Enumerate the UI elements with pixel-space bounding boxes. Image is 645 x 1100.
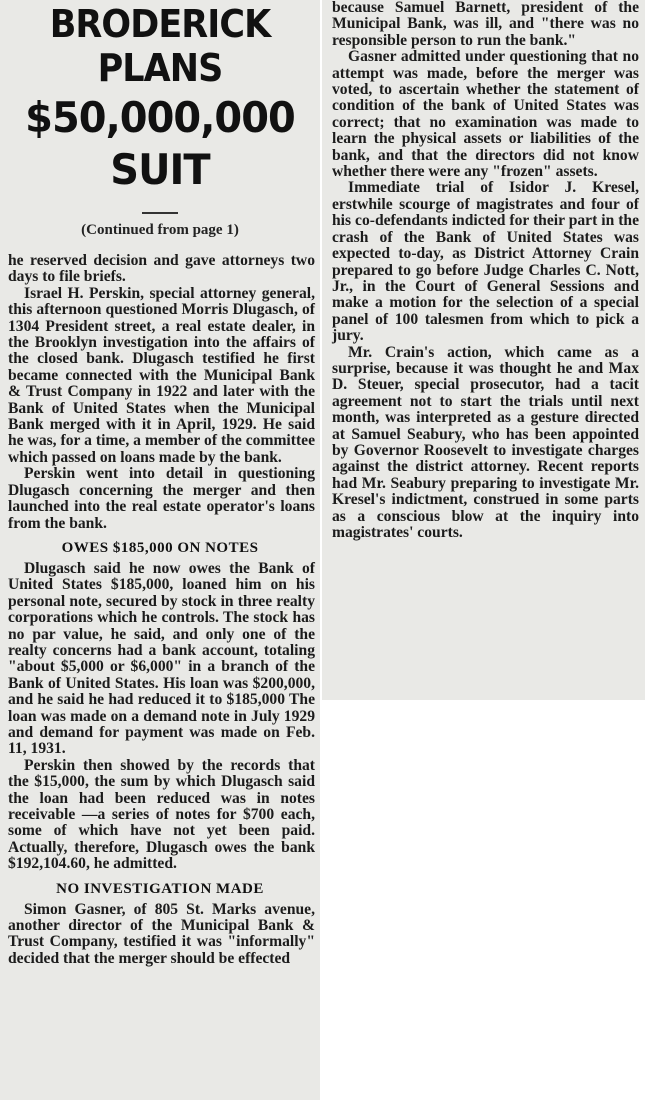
paragraph: Mr. Crain's action, which came as a surprise, because it was thought he and Max D. Steuer, special prosecutor, had a tacit agreement not to start the trials until next month, was interpreted as a gesture directed at Samuel Seabury, who has been appointed by Governor Roosevelt to investigate charges against the district attorney. Recent reports had Mr. Seabury preparing to investigate Mr. Kresel's indictment, construed in some parts as a conscious blow at the inquiry into magistrates' courts. xyxy=(332,343,639,541)
headline-line-1: BRODERICK PLANS xyxy=(49,2,271,90)
paragraph: Gasner admitted under questioning that no attempt was made, before the merger was voted, to ascertain whether the statement of condition of the bank of United States was correct; that no examination was made to learn the physical assets or liabilities of the bank, and that the directors did not know whether there were any "frozen" assets. xyxy=(332,48,639,181)
paragraph: Perskin then showed by the records that the $15,000, the sum by which Dlugasch said the loan had been reduced was in notes receivable —a series of notes for $700 each, some of which have not yet been paid. Actually, therefore, Dlugasch owes the bank $192,104.60, he admitted. xyxy=(8,756,315,873)
paragraph: because Samuel Barnett, president of the Municipal Bank, was ill, and "there was no responsible person to run the bank." xyxy=(332,0,639,49)
continued-note: (Continued from page 1) xyxy=(81,222,239,238)
paragraph: Immediate trial of Isidor J. Kresel, erstwhile scourge of magistrates and four of his co-defendants indicted for their part in the crash of the Bank of United States was expected to-day, as District Attorney Crain prepared to go before Judge Charles C. Nott, Jr., in the Court of General Sessions and make a motion for the selection of a special panel of 100 talesmen from which to pick a jury. xyxy=(332,179,639,345)
paragraph: Simon Gasner, of 805 St. Marks avenue, another director of the Municipal Bank & Trust Company, testified it was "informally" decided that the merger should be effected xyxy=(8,900,315,967)
right-column xyxy=(322,0,645,700)
subheading: OWES $185,000 ON NOTES xyxy=(61,539,259,556)
subheading: NO INVESTIGATION MADE xyxy=(56,880,264,897)
divider-rule xyxy=(142,212,178,214)
paragraph: Israel H. Perskin, special attorney general, this afternoon questioned Morris Dlugasch, of 1304 President street, a real estate dealer, in the Brooklyn investigation into the affairs of the closed bank. Dlugasch testified he first became connected with the Municipal Bank & Trust Company in 1922 and later with the Bank of United States when the Municipal Bank merged with it in April, 1929. He said he was, for a time, a member of the committee which passed on loans made by the bank. xyxy=(8,284,315,466)
headline-line-2: $50,000,000 SUIT xyxy=(25,93,295,194)
paragraph: Dlugasch said he now owes the Bank of United States $185,000, loaned him on his personal note, secured by stock in three realty corporations which he controls. The stock has no par value, he said, and only one of the realty concerns had a bank account, totaling "about $5,000 or $6,000" in a branch of the Bank of United States. His loan was $200,000, and he said he had reduced it to $185,000 The loan was made on a demand note in July 1929 and demand for payment was made on Feb. 11, 1931. xyxy=(8,559,315,758)
left-column xyxy=(0,0,320,1100)
paragraph: he reserved decision and gave attorneys two days to file briefs. xyxy=(8,252,315,286)
paragraph: Perskin went into detail in questioning Dlugasch concerning the merger and then launched into the real estate operator's loans from the bank. xyxy=(8,465,315,532)
